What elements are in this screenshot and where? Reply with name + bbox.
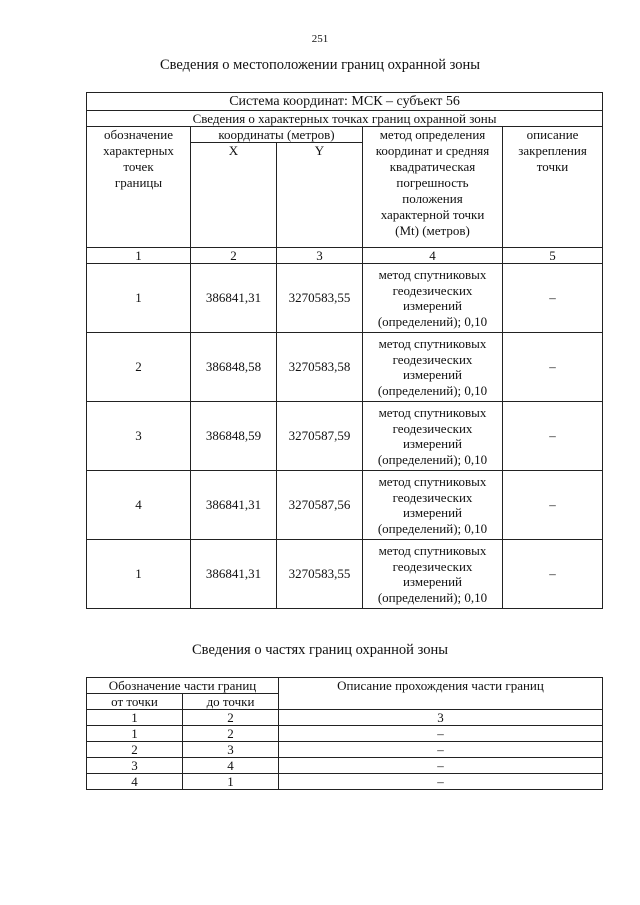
method-cell: метод спутниковых геодезических измерений (определений); 0,10: [363, 264, 503, 333]
table-row: [87, 758, 603, 774]
main-title: Сведения о местоположении границ охранной зоны: [159, 57, 480, 73]
column-numbers-row: 1 2 3 4 5: [87, 248, 603, 264]
from-cell: 3: [87, 758, 183, 774]
part-description-cell: –: [279, 758, 603, 774]
part-designation-header: Обозначение части границ: [87, 678, 279, 694]
table-row: [87, 726, 603, 742]
to-cell: 3: [183, 742, 279, 758]
description-cell: –: [503, 402, 603, 471]
x-cell: 386841,31: [191, 540, 277, 609]
x-cell: 386848,59: [191, 402, 277, 471]
table-row: [87, 774, 603, 790]
point-cell: 2: [87, 333, 191, 402]
coordinate-system-header: Система координат: МСК – субъект 56: [87, 93, 603, 111]
to-cell: 2: [183, 710, 279, 726]
from-cell: 4: [87, 774, 183, 790]
from-cell: 1: [87, 726, 183, 742]
from-cell: 1: [87, 710, 183, 726]
description-header: описание закрепления точки: [503, 127, 603, 248]
to-cell: 1: [183, 774, 279, 790]
table-row: [87, 540, 603, 609]
to-cell: 4: [183, 758, 279, 774]
coordinates-table: [86, 92, 603, 609]
x-cell: 386841,31: [191, 264, 277, 333]
y-cell: 3270583,58: [277, 333, 363, 402]
point-cell: 3: [87, 402, 191, 471]
table-row: [87, 742, 603, 758]
point-cell: 1: [87, 264, 191, 333]
parts-title: Сведения о частях границ охранной зоны: [192, 642, 448, 658]
x-header: X: [191, 143, 277, 247]
page-number: 251: [311, 33, 329, 45]
description-cell: –: [503, 540, 603, 609]
table-row: [87, 471, 603, 540]
y-cell: 3270583,55: [277, 540, 363, 609]
to-point-header: до точки: [183, 694, 279, 710]
point-cell: 1: [87, 540, 191, 609]
description-cell: –: [503, 264, 603, 333]
boundary-parts-table: [86, 677, 603, 790]
points-subtitle-header: Сведения о характерных точках границ охранной зоны: [87, 111, 603, 127]
part-description-header: Описание прохождения части границ: [279, 678, 603, 710]
from-point-header: от точки: [87, 694, 183, 710]
y-cell: 3270587,59: [277, 402, 363, 471]
from-cell: 2: [87, 742, 183, 758]
part-description-cell: 3: [279, 710, 603, 726]
description-cell: –: [503, 333, 603, 402]
method-header: метод определения координат и средняя квадратическая погрешность положения характерной точки (Mt) (метров): [363, 127, 503, 248]
point-cell: 4: [87, 471, 191, 540]
table-row: [87, 402, 603, 471]
y-header: Y: [314, 143, 325, 158]
coordinates-header: координаты (метров) X Y: [191, 127, 363, 248]
x-cell: 386841,31: [191, 471, 277, 540]
part-description-cell: –: [279, 726, 603, 742]
table-row: [87, 710, 603, 726]
part-description-cell: –: [279, 742, 603, 758]
description-cell: –: [503, 471, 603, 540]
x-cell: 386848,58: [191, 333, 277, 402]
table-row: [87, 333, 603, 402]
method-cell: метод спутниковых геодезических измерений (определений); 0,10: [363, 471, 503, 540]
y-cell: 3270583,55: [277, 264, 363, 333]
y-cell: 3270587,56: [277, 471, 363, 540]
designation-header: обозначение характерных точек границы: [87, 127, 191, 248]
part-description-cell: –: [279, 774, 603, 790]
method-cell: метод спутниковых геодезических измерений (определений); 0,10: [363, 333, 503, 402]
method-cell: метод спутниковых геодезических измерений (определений); 0,10: [363, 540, 503, 609]
table-row: [87, 264, 603, 333]
to-cell: 2: [183, 726, 279, 742]
method-cell: метод спутниковых геодезических измерений (определений); 0,10: [363, 402, 503, 471]
